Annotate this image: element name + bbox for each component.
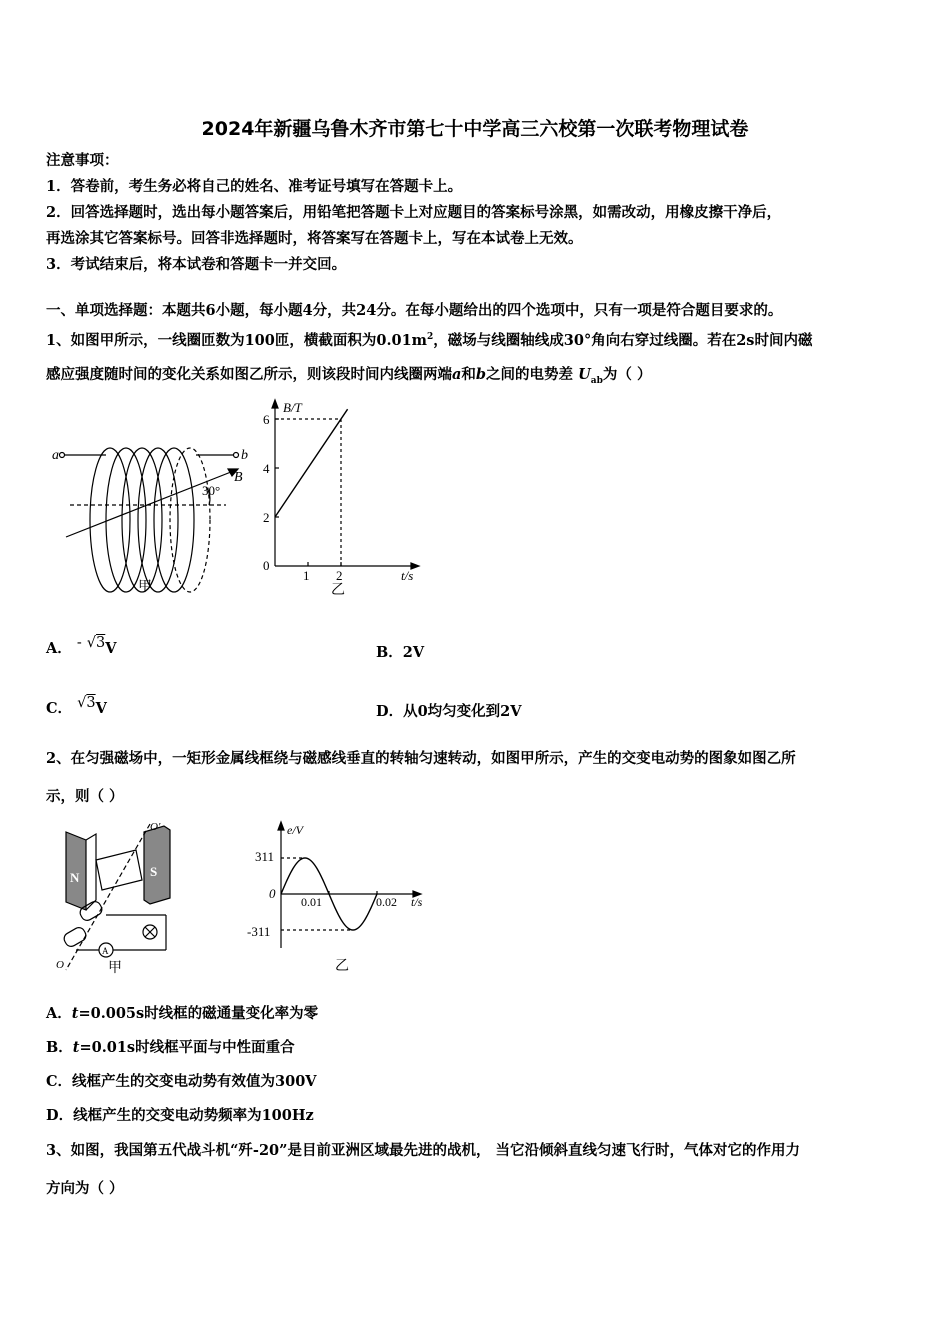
q1-ytick-6: 6 xyxy=(263,412,270,427)
q1-option-a-root: √3 xyxy=(86,635,106,651)
q1-caption-yi: 乙 xyxy=(331,583,345,598)
q2-ymax-label: 311 xyxy=(255,849,275,864)
q1-series-line xyxy=(275,409,348,517)
q1-option-d[interactable]: D．从0均匀变化到2V xyxy=(376,703,522,720)
q1-option-c-label: C． xyxy=(46,700,73,717)
section-heading: 一、单项选择题：本题共6小题，每小题4分，共24分。在每小题给出的四个选项中，只有一项是符合题目要求的。 xyxy=(46,302,783,319)
q2-xlabel: t/s xyxy=(411,895,423,909)
q2-line-1: 2、在匀强磁场中，一矩形金属线框绕与磁感线垂直的转轴匀速转动，如图甲所示，产生的交变电动势的图象如图乙所 xyxy=(46,750,796,767)
q1-option-a-unit: V xyxy=(105,640,117,657)
q2-magnet-N: N xyxy=(70,870,80,885)
note-2a: 2．回答选择题时，选出每小题答案后，用铅笔把答题卡上对应题目的答案标号涂黑，如需改动，用橡皮擦干净后， xyxy=(46,204,782,221)
q2-axis-O: O xyxy=(56,959,64,971)
q1-U-sub: ab xyxy=(590,375,603,386)
q1-ytick-4: 4 xyxy=(263,461,270,476)
q2-ymin-label: -311 xyxy=(247,924,271,939)
q2-xtick-002: 0.02 xyxy=(376,895,397,909)
q2-magnet-S: S xyxy=(150,864,158,879)
q1-line-2c: 为（ ） xyxy=(602,366,652,383)
q1-option-c[interactable] xyxy=(46,695,107,718)
q2-line-2: 示，则（ ） xyxy=(46,788,124,805)
q1-xtick-1: 1 xyxy=(303,568,310,583)
page-title: 2024年新疆乌鲁木齐市第七十中学高三六校第一次联考物理试卷 xyxy=(201,118,749,140)
q2-xtick-001: 0.01 xyxy=(301,895,322,909)
q2-option-b[interactable] xyxy=(46,1039,295,1057)
q3-line-2: 方向为（ ） xyxy=(46,1180,124,1197)
q1-terminal-a: a xyxy=(52,448,59,463)
q2-axis-O-prime: O' xyxy=(150,821,161,833)
q2-ylabel: e/V xyxy=(287,823,303,837)
q1-angle: 30° xyxy=(202,483,221,498)
q1-ytick-2: 2 xyxy=(263,510,270,525)
q2-option-d[interactable]: D．线框产生的交变电动势频率为100Hz xyxy=(46,1107,314,1124)
q1-option-a-label: A． xyxy=(46,640,72,657)
q1-terminal-b: b xyxy=(241,448,248,463)
q2-option-b-t: t xyxy=(72,1039,80,1056)
q1-a: a xyxy=(452,366,462,383)
q3-line-1: 3、如图，我国第五代战斗机“歼-20”是目前亚洲区域最先进的战机， 当它沿倾斜直线匀速飞行时，气体对它的作用力 xyxy=(46,1142,801,1159)
q2-graph xyxy=(245,818,435,983)
q1-option-c-root: √3 xyxy=(77,695,96,711)
q2-ammeter: A xyxy=(102,946,109,956)
note-2b: 再选涂其它答案标号。回答非选择题时，将答案写在答题卡上，写在本试卷上无效。 xyxy=(46,230,583,247)
q1-U: U xyxy=(578,366,591,383)
q2-caption-yi: 乙 xyxy=(335,959,349,974)
q1-option-a[interactable] xyxy=(46,635,117,658)
q2-option-a[interactable] xyxy=(46,1005,318,1023)
q1-option-c-rad: 3 xyxy=(86,695,96,711)
q2-option-a-label: A． xyxy=(46,1005,72,1022)
q1-field-B: B xyxy=(234,470,243,485)
q2-origin: 0 xyxy=(269,886,276,901)
q1-option-a-rad: 3 xyxy=(96,635,106,651)
q1-caption-jia: 甲 xyxy=(138,580,152,595)
q2-option-a-text: =0.005s时线框的磁通量变化率为零 xyxy=(78,1005,319,1022)
q1-line-1b: ，磁场与线圈轴线成30°角向右穿过线圈。若在2s时间内磁 xyxy=(433,331,813,349)
q1-b: b xyxy=(475,366,487,383)
q1-coil-figure xyxy=(46,425,256,605)
q2-option-c[interactable]: C．线框产生的交变电动势有效值为300V xyxy=(46,1073,317,1090)
q1-line-2a: 感应强度随时间的变化关系如图乙所示，则该段时间内线圈两端 xyxy=(46,366,452,383)
q1-option-c-unit: V xyxy=(95,700,107,717)
q1-xlabel: t/s xyxy=(401,568,414,583)
q1-origin: 0 xyxy=(263,558,270,573)
q1-ylabel: B/T xyxy=(283,400,302,415)
q1-option-b[interactable]: B．2V xyxy=(376,644,425,661)
q1-line-1 xyxy=(46,328,812,350)
q2-caption-jia: 甲 xyxy=(108,961,122,976)
q1-xtick-2: 2 xyxy=(336,568,343,583)
q1-line-2 xyxy=(46,366,651,390)
q2-generator-figure xyxy=(46,820,186,980)
q1-graph xyxy=(255,398,435,598)
q1-line-2b: 之间的电势差 xyxy=(486,366,574,383)
q2-option-b-text: =0.01s时线框平面与中性面重合 xyxy=(79,1039,295,1056)
q2-option-b-label: B． xyxy=(46,1039,73,1056)
q1-line-1a: 1、如图甲所示，一线圈匝数为100匝，横截面积为0.01m xyxy=(46,331,428,349)
q2-option-a-t: t xyxy=(71,1005,79,1022)
note-3: 3．考试结束后，将本试卷和答题卡一并交回。 xyxy=(46,256,347,273)
notes-heading: 注意事项： xyxy=(46,152,119,169)
note-1: 1．答卷前，考生务必将自己的姓名、准考证号填写在答题卡上。 xyxy=(46,178,463,195)
q1-unit-sup: 2 xyxy=(427,332,434,342)
q1-option-a-minus: - xyxy=(76,635,82,651)
q1-and: 和 xyxy=(461,366,476,383)
